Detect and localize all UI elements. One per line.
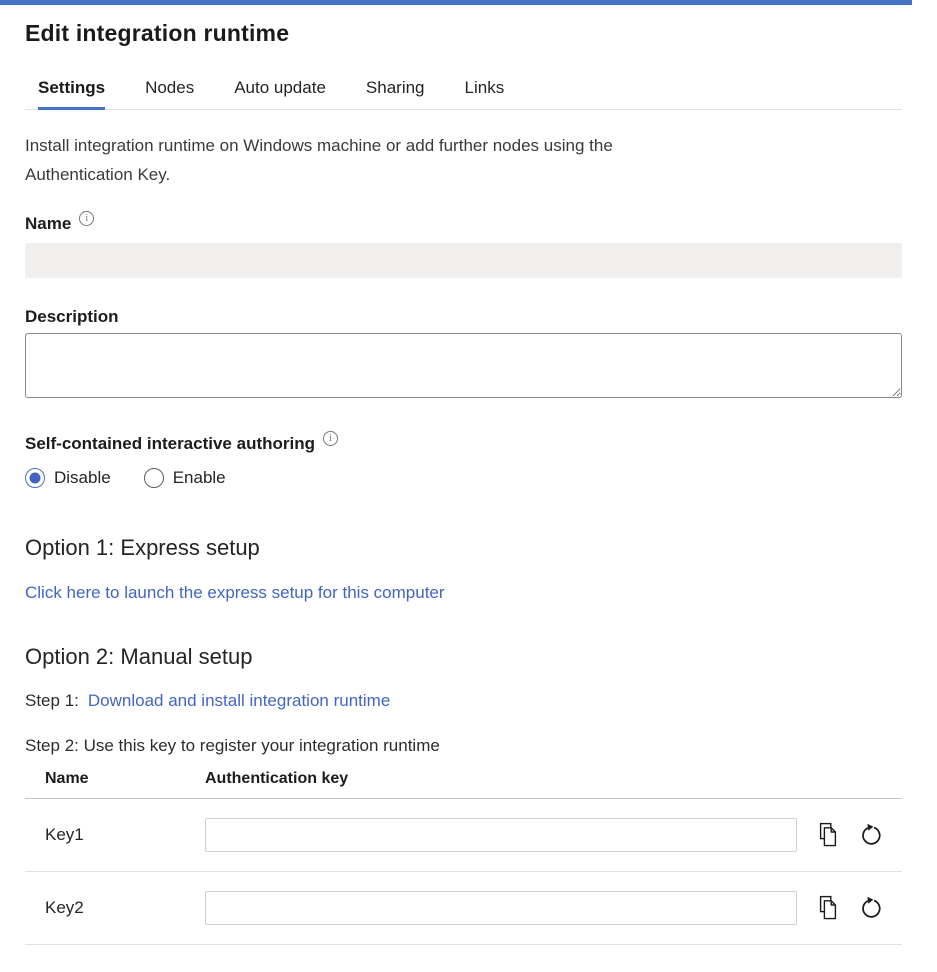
copy-icon <box>816 895 840 921</box>
intro-text <box>25 131 902 189</box>
key1-copy-button[interactable] <box>815 821 841 849</box>
tab-bar <box>25 78 902 110</box>
tab-settings[interactable]: Settings <box>38 78 105 109</box>
tab-links[interactable]: Links <box>464 78 505 97</box>
info-icon[interactable]: i <box>323 431 338 446</box>
authoring-label: Self-contained interactive authoring <box>25 434 315 453</box>
table-row-key2 <box>25 872 902 945</box>
key1-label: Key1 <box>45 825 84 844</box>
key2-copy-button[interactable] <box>815 894 841 922</box>
step2-line: Step 2: Use this key to register your integration runtime <box>25 736 440 755</box>
radio-enable-label: Enable <box>172 468 226 487</box>
tab-nodes[interactable]: Nodes <box>145 78 195 97</box>
radio-circle-icon <box>144 468 164 488</box>
tab-auto-update[interactable]: Auto update <box>234 78 326 97</box>
copy-icon <box>816 822 840 848</box>
key2-input[interactable] <box>205 891 797 925</box>
radio-disable-label: Disable <box>54 468 111 487</box>
name-label: Name <box>25 214 72 233</box>
auth-key-table <box>25 764 902 945</box>
express-setup-link[interactable]: Click here to launch the express setup for this computer <box>25 583 445 602</box>
refresh-icon <box>859 896 884 921</box>
option1-heading: Option 1: Express setup <box>25 535 260 560</box>
intro-line-2: Authentication Key. <box>25 165 171 184</box>
name-input[interactable] <box>25 243 902 278</box>
panel-top-accent-bar <box>0 0 912 5</box>
column-header-auth-key: Authentication key <box>205 770 349 787</box>
key1-input[interactable] <box>205 818 797 852</box>
name-field-label-row <box>25 214 902 234</box>
radio-circle-selected-icon <box>25 468 45 488</box>
radio-enable[interactable] <box>144 468 226 488</box>
step1-line <box>25 691 902 711</box>
radio-disable[interactable] <box>25 468 111 488</box>
refresh-icon <box>859 823 884 848</box>
description-label-row <box>25 307 902 327</box>
authoring-radio-group <box>25 468 902 488</box>
table-row-key1 <box>25 799 902 872</box>
key1-regenerate-button[interactable] <box>858 821 884 849</box>
intro-line-1: Install integration runtime on Windows machine or add further nodes using the <box>25 136 613 155</box>
edit-integration-runtime-panel <box>0 20 937 945</box>
key2-regenerate-button[interactable] <box>858 894 884 922</box>
step1-prefix: Step 1: <box>25 691 79 710</box>
key2-label: Key2 <box>45 898 84 917</box>
option2-heading: Option 2: Manual setup <box>25 644 253 669</box>
auth-key-table-header <box>25 764 902 799</box>
description-textarea[interactable] <box>25 333 902 398</box>
page-title: Edit integration runtime <box>25 20 290 46</box>
authoring-label-row <box>25 434 902 454</box>
tab-sharing[interactable]: Sharing <box>365 78 425 97</box>
column-header-name: Name <box>45 770 89 787</box>
download-install-link[interactable]: Download and install integration runtime <box>87 691 391 710</box>
description-label: Description <box>25 307 119 326</box>
info-icon[interactable]: i <box>79 211 94 226</box>
